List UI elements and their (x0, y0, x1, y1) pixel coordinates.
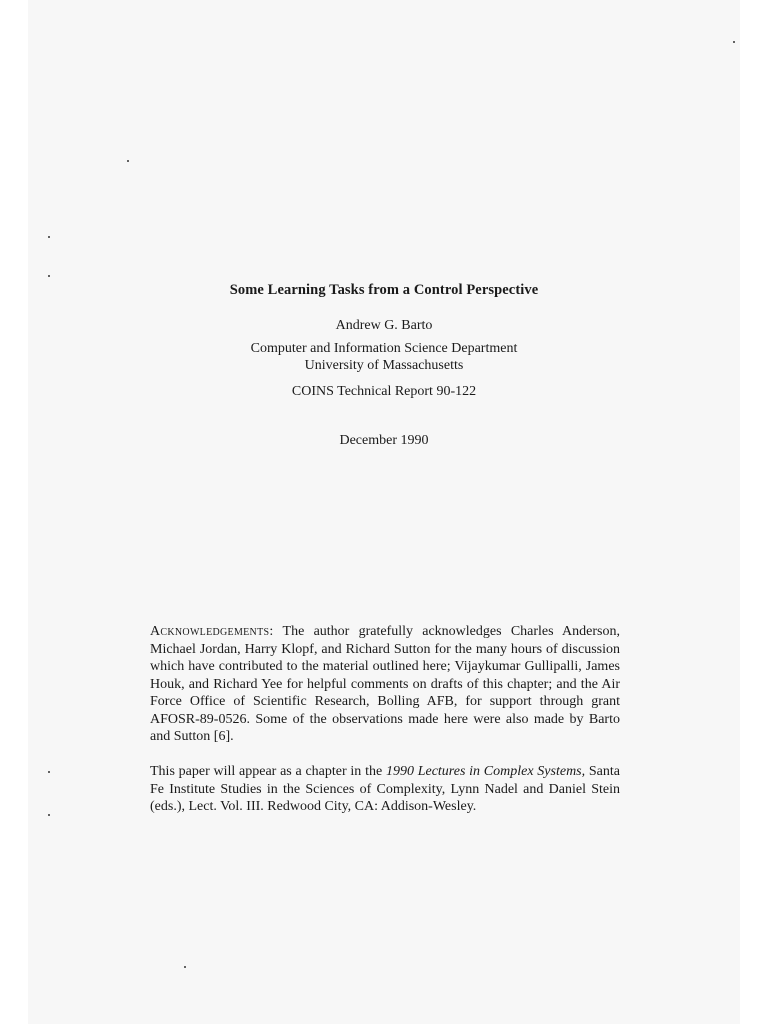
acknowledgements-label: Acknowledgements: (150, 624, 274, 639)
publication-note-after: Santa Fe Institute Studies in the Sciences of Complexity, Lynn Nadel and Daniel Stein (eds.), Lect. Vol. III. Redwood City, CA: Addison-Wesley. (150, 764, 620, 814)
scan-speck (48, 275, 50, 277)
acknowledgements-paragraph (150, 623, 620, 746)
scan-speck (48, 814, 50, 816)
department: Computer and Information Science Department (250, 341, 518, 356)
scan-speck (48, 771, 50, 773)
scan-speck (184, 966, 186, 968)
scan-border-left (0, 0, 28, 1024)
publication-note-series: 1990 Lectures in Complex Systems, (385, 764, 586, 779)
publication-note-paragraph (150, 763, 620, 816)
university: University of Massachusetts (304, 358, 464, 373)
scan-speck (733, 41, 735, 43)
scan-speck (127, 160, 129, 162)
acknowledgements-text: The author gratefully acknowledges Charles Anderson, Michael Jordan, Harry Klopf, and Richard Sutton for the many hours of discussion which have contributed to the material outlined here; Vijaykumar Gullipalli, James Houk, and Richard Yee for helpful comments on drafts of this chapter; and the Air Force Office of Scientific Research, Bolling AFB, for support through grant AFOSR-89-0526. Some of the observations made here were also made by Barto and Sutton [6]. (150, 624, 620, 744)
publication-note-before: This paper will appear as a chapter in the (150, 764, 386, 779)
scan-speck (48, 236, 50, 238)
author-name: Andrew G. Barto (335, 318, 433, 333)
report-number: COINS Technical Report 90-122 (291, 384, 477, 399)
report-date: December 1990 (339, 433, 429, 448)
paper-title: Some Learning Tasks from a Control Perspective (229, 282, 539, 298)
scan-border-right (740, 0, 768, 1024)
